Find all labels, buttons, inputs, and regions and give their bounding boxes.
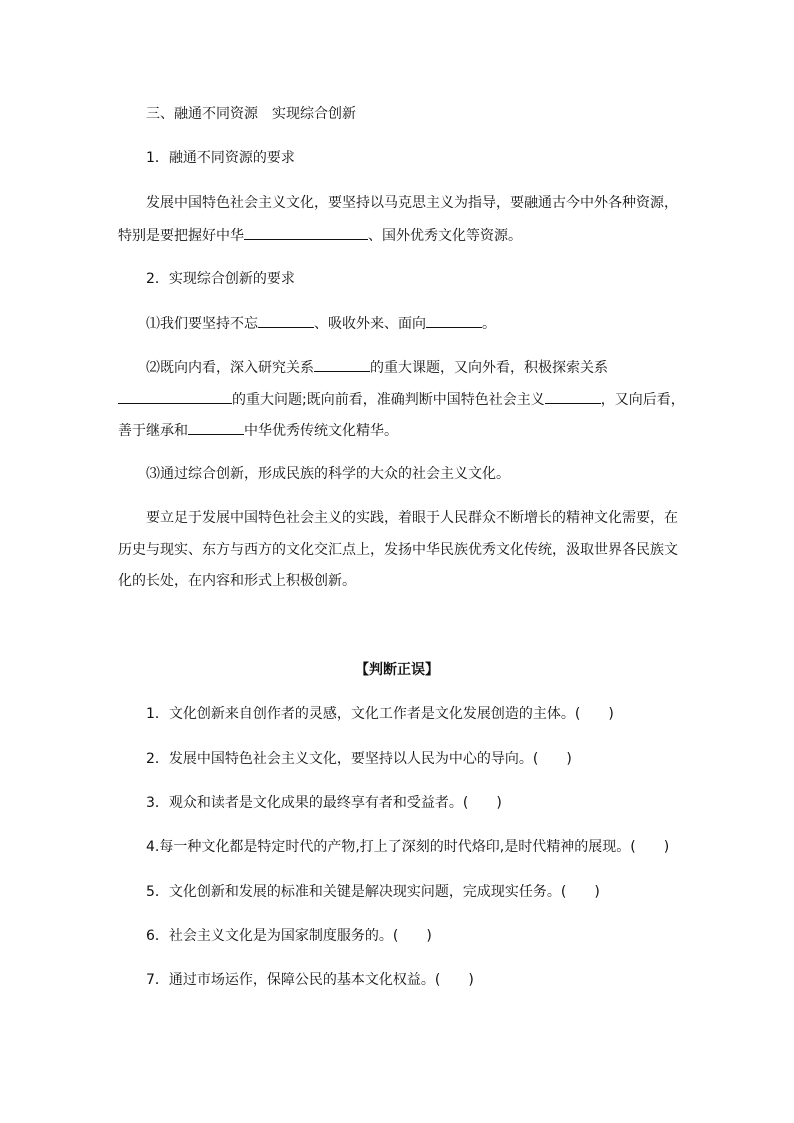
fill-blank [545,389,601,404]
summary-paragraph-line-2: 历史与现实、东方与西方的文化交汇点上，发扬中华民族优秀文化传统，汲取世界各民族文 [118,542,678,558]
judge-item: 6．社会主义文化是为国家制度服务的。( ) [146,928,432,944]
section-heading: 三、融通不同资源 实现综合创新 [146,106,356,122]
fill-blank [118,389,232,404]
fill-blank [314,357,370,372]
item2-text-c: 的重大问题;既向前看，准确判断中国特色社会主义 [232,392,545,408]
item2-text-b: 的重大课题，又向外看，积极探索关系 [370,360,608,376]
item2-text-e: 善于继承和 [118,423,188,439]
item1-text-b: 、吸收外来、面向 [314,316,426,332]
item2-text-d: ，又向后看， [600,392,685,408]
sub2-item-1 [146,313,706,334]
summary-paragraph-line-1: 要立足于发展中国特色社会主义的实践，着眼于人民群众不断增长的精神文化需要，在 [146,510,678,526]
judge-item: 5．文化创新和发展的标准和关键是解决现实问题，完成现实任务。( ) [146,884,600,900]
judge-item: 4.每一种文化都是特定时代的产物,打上了深刻的时代烙印,是时代精神的展现。( ) [146,839,670,855]
fill-blank [244,225,368,240]
sub1-paragraph-line-1: 发展中国特色社会主义文化，要坚持以马克思主义为指导，要融通古今中外各种资源， [146,195,678,211]
judge-item: 2．发展中国特色社会主义文化，要坚持以人民为中心的导向。( ) [146,751,572,767]
sub1-paragraph-line-2 [118,225,678,246]
summary-paragraph-line-3: 化的长处，在内容和形式上积极创新。 [118,573,356,589]
sub2-item-2-line-2 [118,389,685,410]
item1-text-a: ⑴我们要坚持不忘 [146,316,258,332]
judge-item: 7．通过市场运作，保障公民的基本文化权益。( ) [146,972,474,988]
fill-blank [188,420,244,435]
sub2-item-3: ⑶通过综合创新，形成民族的科学的大众的社会主义文化。 [146,466,510,482]
sub2-item-2-line-3 [118,420,678,441]
fill-blank [426,313,482,328]
judge-section-title: 【判断正误】 [355,662,439,678]
sub1-text-after-blank: 、国外优秀文化等资源。 [368,228,522,244]
subsection-1-heading: 1．融通不同资源的要求 [146,150,295,166]
item2-text-f: 中华优秀传统文化精华。 [244,423,398,439]
judge-item: 1．文化创新来自创作者的灵感，文化工作者是文化发展创造的主体。( ) [146,706,614,722]
item2-text-a: ⑵既向内看，深入研究关系 [146,360,314,376]
judge-item: 3．观众和读者是文化成果的最终享有者和受益者。( ) [146,795,502,811]
subsection-2-heading: 2．实现综合创新的要求 [146,271,295,287]
fill-blank [258,313,314,328]
sub2-item-2-line-1 [146,357,706,378]
sub1-text-before-blank: 特别是要把握好中华 [118,228,244,244]
item1-text-c: 。 [482,316,496,332]
